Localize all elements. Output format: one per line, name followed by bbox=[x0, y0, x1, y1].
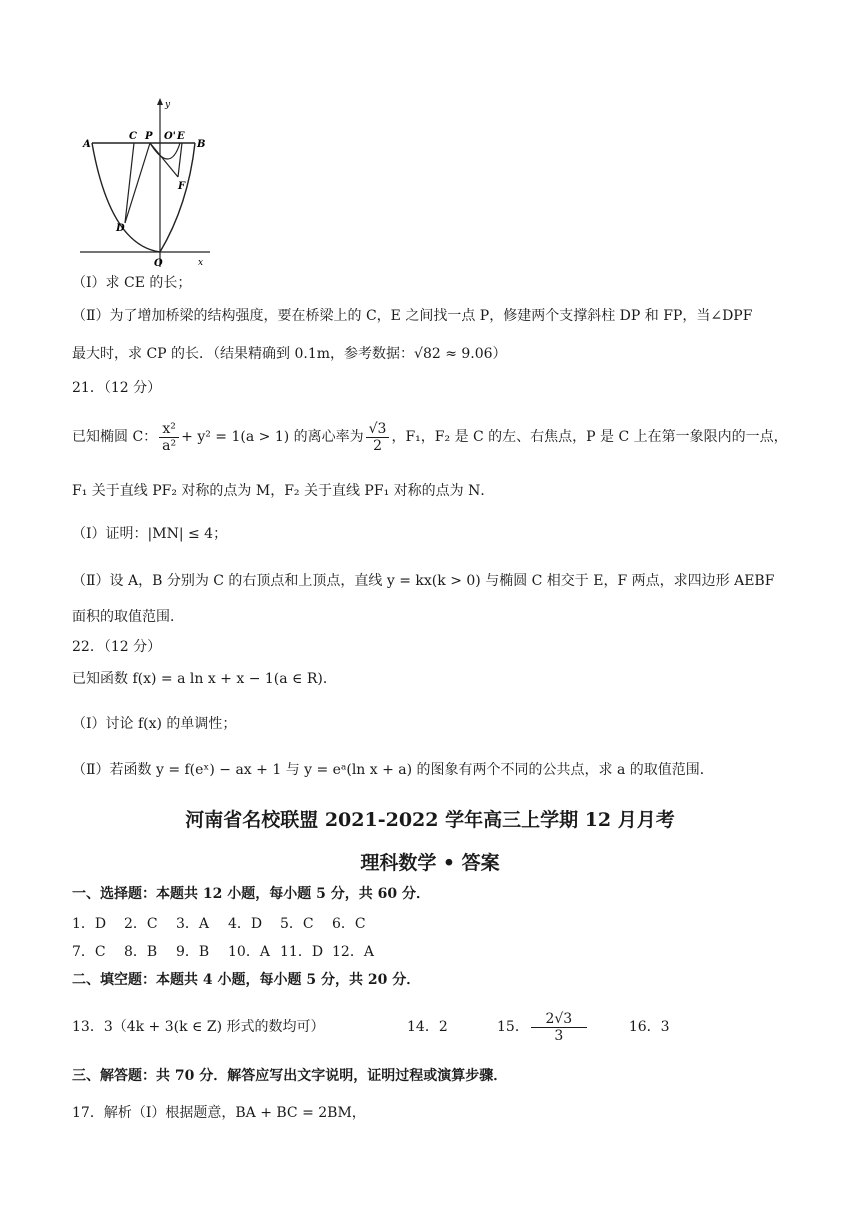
y-axis-arrow bbox=[157, 98, 163, 105]
q22-part1: （Ⅰ）讨论 f(x) 的单调性； bbox=[72, 716, 237, 732]
q20-part1: （Ⅰ）求 CE 的长； bbox=[72, 275, 192, 291]
answer-17-start: 17．解析（Ⅰ）根据题意，BA + BC = 2BM， bbox=[72, 1105, 366, 1121]
ellipse-fraction bbox=[159, 421, 179, 454]
q21-stem-pre: 已知椭圆 C： bbox=[72, 429, 158, 445]
answer-3: 3．A bbox=[176, 916, 210, 932]
right-arch bbox=[160, 143, 195, 252]
answer-11: 11．D bbox=[280, 944, 324, 960]
fill-answers-row bbox=[72, 1010, 670, 1044]
left-arch bbox=[92, 143, 160, 252]
q22-part2: （Ⅱ）若函数 y = f(eˣ) − ax + 1 与 y = eᵃ(ln x + a) 的图象有两个不同的公共点，求 a 的取值范围． bbox=[72, 762, 714, 778]
q20-part2-line2: 最大时，求 CP 的长．（结果精确到 0.1m，参考数据：√82 ≈ 9.06） bbox=[72, 346, 507, 362]
label-o: O bbox=[154, 258, 163, 269]
label-b: B bbox=[197, 139, 206, 150]
answer-14: 14．2 bbox=[407, 1019, 448, 1035]
q21-stem-post: + y² = 1(a > 1) 的离心率为 bbox=[181, 429, 364, 445]
answer-9: 9．B bbox=[176, 944, 210, 960]
label-f: F bbox=[178, 181, 186, 192]
answer-12: 12．A bbox=[332, 944, 374, 960]
section1-heading: 一、选择题：本题共 12 小题，每小题 5 分，共 60 分． bbox=[72, 886, 430, 902]
label-a: A bbox=[83, 139, 91, 150]
answer-15-num: 2√3 bbox=[531, 1011, 587, 1028]
q21-part1: （Ⅰ）证明：|MN| ≤ 4； bbox=[72, 526, 228, 542]
answer-6: 6．C bbox=[332, 916, 366, 932]
q21-part2-line1: （Ⅱ）设 A，B 分别为 C 的右顶点和上顶点，直线 y = kx(k > 0) 与椭圆 C 相交于 E，F 两点，求四边形 AEBF bbox=[72, 573, 775, 589]
ecc-den: 2 bbox=[373, 437, 383, 454]
eccentricity-fraction bbox=[366, 421, 390, 454]
answers-title: 河南省名校联盟 2021-2022 学年高三上学期 12 月月考 bbox=[185, 809, 675, 831]
label-c: C bbox=[129, 131, 137, 142]
q21-header: 21．（12 分） bbox=[72, 380, 162, 396]
section2-heading: 二、填空题：本题共 4 小题，每小题 5 分，共 20 分． bbox=[72, 972, 421, 988]
strut-pf bbox=[150, 143, 178, 177]
answer-2: 2．C bbox=[124, 916, 158, 932]
q20-part2-line1: （Ⅱ）为了增加桥梁的结构强度，要在桥梁上的 C，E 之间找一点 P，修建两个支撑斜柱 DP 和 FP，当∠DPF bbox=[72, 308, 753, 324]
ecc-num: √3 bbox=[366, 421, 390, 438]
answer-13: 13．3（4k + 3(k ∈ Z) 形式的数均可） bbox=[72, 1019, 325, 1035]
q22-header: 22．（12 分） bbox=[72, 639, 162, 655]
answer-16: 16．3 bbox=[628, 1019, 670, 1035]
answer-15-label: 15． bbox=[497, 1019, 529, 1035]
ellipse-num: x² bbox=[159, 421, 179, 438]
answer-8: 8．B bbox=[124, 944, 158, 960]
answer-15-fraction bbox=[531, 1011, 587, 1044]
label-p: P bbox=[145, 131, 153, 142]
q22-stem: 已知函数 f(x) = a ln x + x − 1(a ∈ R)． bbox=[72, 671, 337, 687]
answer-7: 7．C bbox=[72, 944, 106, 960]
label-x: x bbox=[198, 258, 204, 268]
q21-stem-line1 bbox=[72, 420, 788, 454]
answers-subtitle: 理科数学 • 答案 bbox=[360, 852, 500, 874]
section3-heading: 三、解答题：共 70 分．解答应写出文字说明，证明过程或演算步骤． bbox=[72, 1068, 508, 1084]
answer-10: 10．A bbox=[228, 944, 270, 960]
answer-5: 5．C bbox=[280, 916, 314, 932]
answer-15-den: 3 bbox=[554, 1027, 564, 1044]
ellipse-den: a² bbox=[162, 437, 177, 454]
answers-row1 bbox=[72, 914, 384, 934]
label-e: E bbox=[177, 131, 185, 142]
bridge-figure bbox=[70, 95, 220, 270]
q21-stem-line2: F₁ 关于直线 PF₂ 对称的点为 M，F₂ 关于直线 PF₁ 对称的点为 N． bbox=[72, 483, 495, 499]
q21-stem-end: ，F₁，F₂ 是 C 的左、右焦点，P 是 C 上在第一象限内的一点， bbox=[391, 429, 788, 445]
strut-cd bbox=[125, 143, 134, 223]
strut-pd bbox=[125, 143, 150, 223]
answers-row2 bbox=[72, 942, 384, 962]
label-d: D bbox=[116, 223, 125, 234]
answer-4: 4．D bbox=[228, 916, 263, 932]
answer-1: 1．D bbox=[72, 916, 107, 932]
q21-part2-line2: 面积的取值范围． bbox=[72, 609, 184, 625]
inner-arch bbox=[150, 143, 180, 159]
label-y: y bbox=[165, 100, 171, 110]
label-o-prime: O' bbox=[164, 131, 176, 142]
